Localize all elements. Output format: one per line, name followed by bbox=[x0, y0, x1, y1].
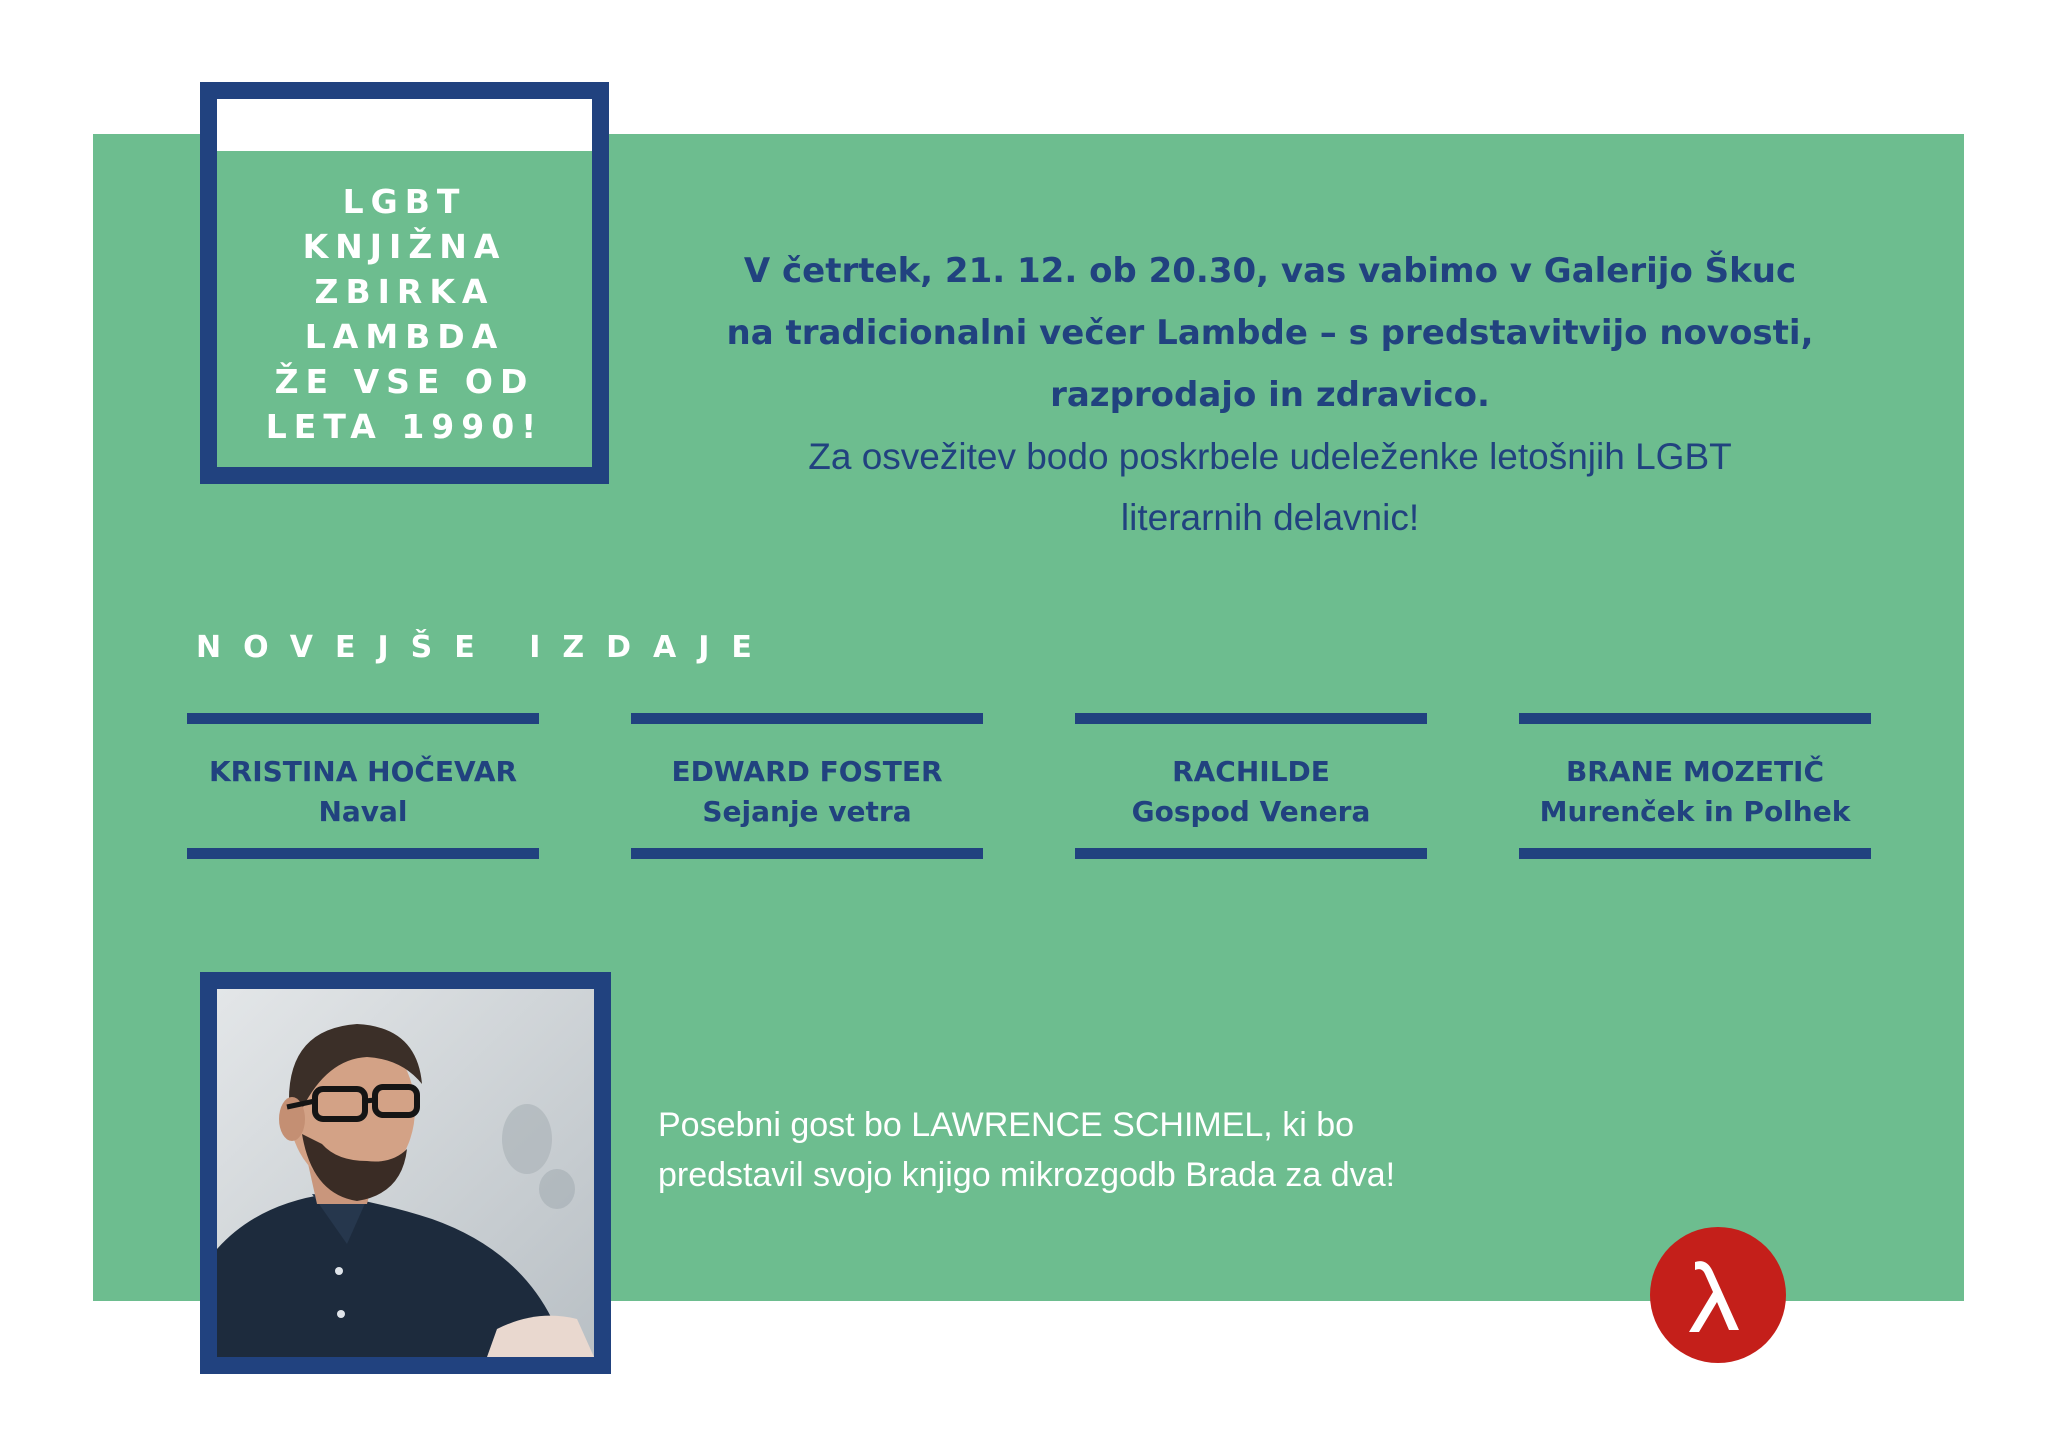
book-title: Sejanje vetra bbox=[702, 795, 912, 828]
guest-line: predstavil svojo knjigo mikrozgodb Brada za dva! bbox=[658, 1156, 1396, 1194]
badge-line: LETA 1990! bbox=[265, 407, 544, 446]
portrait-photo bbox=[217, 989, 594, 1357]
badge-line: ŽE VSE OD bbox=[274, 362, 535, 401]
book-card bbox=[1519, 713, 1871, 859]
invite-light-line: Za osvežitev bodo poskrbele udeleženke letošnjih LGBT bbox=[808, 436, 1732, 477]
badge-text bbox=[217, 179, 592, 449]
lambda-logo-icon bbox=[1673, 1250, 1763, 1340]
book-author: KRISTINA HOČEVAR bbox=[208, 755, 518, 788]
book-title: Murenček in Polhek bbox=[1539, 795, 1851, 828]
invite-bold-line: na tradicionalni večer Lambde – s predstavitvijo novosti, bbox=[726, 313, 1814, 353]
guest-line: Posebni gost bo LAWRENCE SCHIMEL, ki bo bbox=[658, 1106, 1355, 1144]
guest-photo-frame bbox=[200, 972, 611, 1374]
lambda-badge-box bbox=[200, 82, 609, 484]
book-card bbox=[631, 713, 983, 859]
lambda-logo bbox=[1650, 1227, 1786, 1363]
invite-bold-line: V četrtek, 21. 12. ob 20.30, vas vabimo v Galerijo Škuc bbox=[743, 251, 1797, 291]
special-guest-text bbox=[658, 1100, 1558, 1200]
invite-bold-line: razprodajo in zdravico. bbox=[1050, 375, 1490, 415]
book-author: EDWARD FOSTER bbox=[671, 755, 943, 788]
book-card bbox=[1075, 713, 1427, 859]
badge-line: ZBIRKA bbox=[314, 272, 495, 311]
book-author: BRANE MOZETIČ bbox=[1565, 755, 1825, 788]
book-author: RACHILDE bbox=[1172, 755, 1330, 788]
section-title-new-releases: NOVEJŠE IZDAJE bbox=[196, 630, 774, 665]
book-card bbox=[187, 713, 539, 859]
invitation-text bbox=[660, 240, 1880, 548]
book-title: Naval bbox=[318, 795, 408, 828]
badge-white-strip bbox=[217, 99, 592, 151]
badge-line: LGBT bbox=[342, 182, 467, 221]
invite-light-line: literarnih delavnic! bbox=[1120, 497, 1420, 538]
book-title: Gospod Venera bbox=[1131, 795, 1371, 828]
badge-line: KNJIŽNA bbox=[302, 227, 507, 266]
badge-line: LAMBDA bbox=[304, 317, 505, 356]
